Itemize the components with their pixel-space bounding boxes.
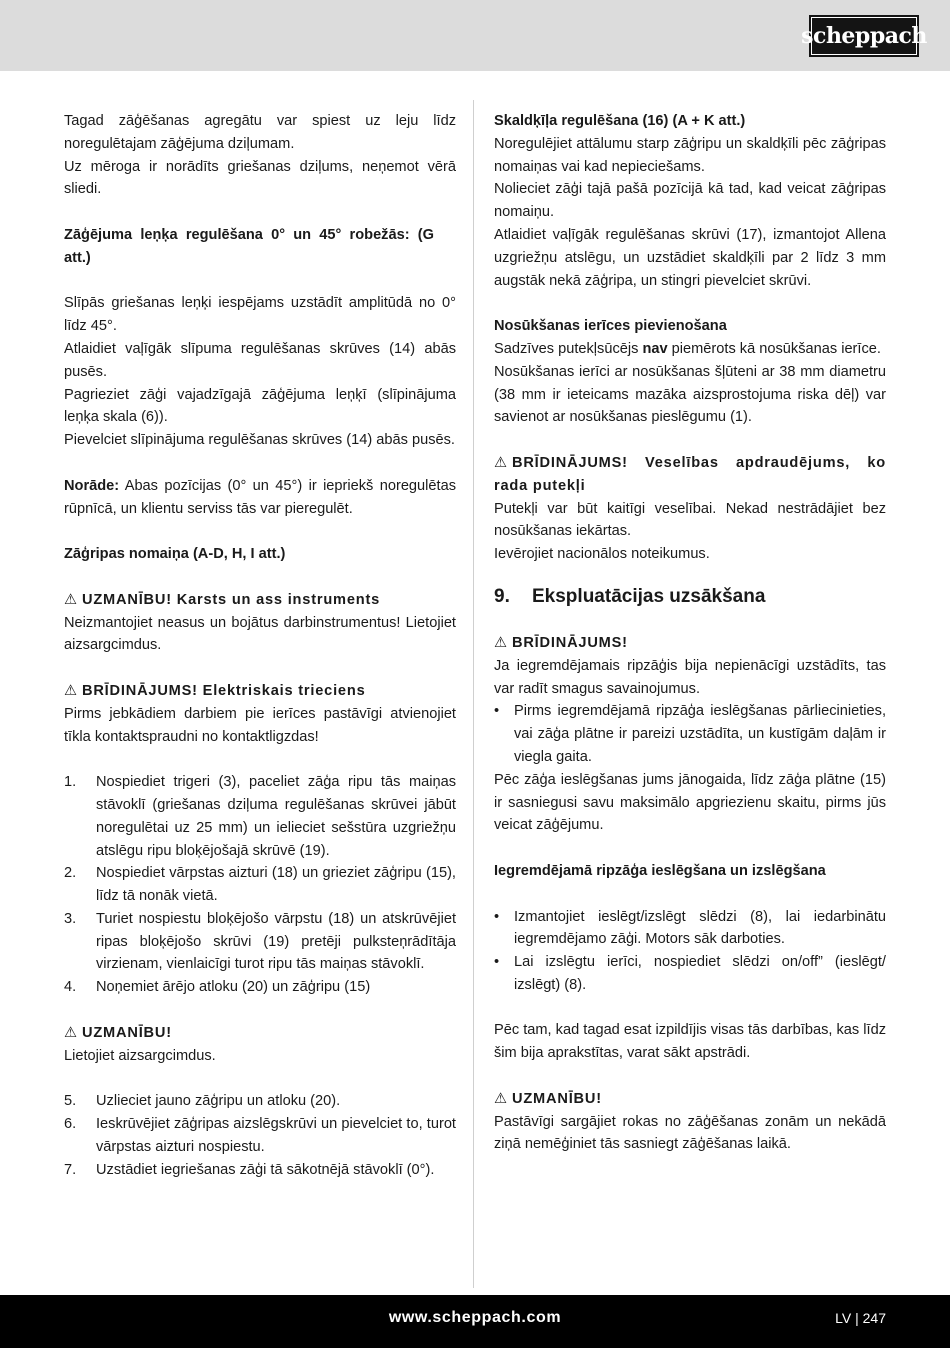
warning-title: ⚠ BRĪDINĀJUMS! Elektriskais trieciens (64, 680, 456, 703)
paragraph: Pagrieziet zāģi vajadzīgajā zāģējuma leņķī (slīpinājuma leņķa skala (6)). (64, 386, 456, 426)
warning-title: ⚠ UZMANĪBU! Karsts un ass instruments (64, 589, 456, 612)
paragraph: Atlaidiet vaļīgāk slīpuma regulēšanas skrūves (14) abās pusēs. (64, 340, 456, 380)
list-item: 3. Turiet nospiestu bloķējošo vārpstu (18) un atskrūvējiet ripas bloķējošo skrūvi (19) pretēji pulksteņrādītāja virzienam, vienlaicīgi turot ripu tās maiņas stāvoklī. (64, 910, 456, 973)
warning-triangle-icon: ⚠ (64, 682, 78, 699)
list-item: 5. Uzlieciet jauno zāģripu un atloku (20). (64, 1093, 341, 1110)
right-column (494, 110, 886, 1156)
list-item: 1. Nospiediet trigeri (3), paceliet zāģa ripu tās maiņas stāvoklī (griešanas dziļuma regulēšanas skrūvei jābūt noregulētai uz 25 mm) un ielieciet sešstūra uzgriežņu atslēgu ripu bloķējošajā skrūvē (19). (64, 774, 456, 859)
list-item: 2. Nospiediet vārpstas aizturi (18) un grieziet zāģripu (15), līdz tā nonāk vietā. (64, 865, 456, 905)
note-text: Abas pozīcijas (0° un 45°) ir iepriekš noregulētas rūpnīcā, un klientu serviss tās var pieregulēt. (64, 477, 456, 517)
list-item: 6. Ieskrūvējiet zāģripas aizslēgskrūvi un pievelciet to, turot vārpstas aizturi nospiestu. (64, 1116, 456, 1155)
footer-bar (0, 1295, 950, 1348)
paragraph: Pievelciet slīpinājuma regulēšanas skrūves (14) abās pusēs. (64, 432, 455, 449)
heading-dust-extraction: Nosūkšanas ierīces pievienošana (494, 318, 727, 335)
left-column (64, 110, 456, 1181)
paragraph: Atlaidiet vaļīgāk regulēšanas skrūvi (17), izmantojot Allena uzgriežņu atslēgu, un uzstādiet skaldķīli par 2 līdz 3 mm augstāk nekā zāģripa, un stingri pievelciet skrūvi. (494, 226, 886, 289)
list-item: 7. Uzstādiet iegriešanas zāģi tā sākotnējā stāvoklī (0°). (64, 1161, 435, 1178)
paragraph: Noregulējiet attālumu starp zāģripu un skaldķīli pēc zāģripas nomaiņas vai kad nepieciešams. (494, 135, 886, 175)
warning-title: ⚠ UZMANĪBU! (494, 1088, 886, 1111)
warning-triangle-icon: ⚠ (494, 1090, 508, 1107)
warning-text: Ievērojiet nacionālos noteikumus. (494, 546, 710, 563)
warning-text: Pastāvīgi sargājiet rokas no zāģēšanas zonām un nekādā ziņā nemēģiniet tās sasniegt zāģēšanas laikā. (494, 1113, 886, 1153)
warning-text: Ja iegremdējamais ripzāģis bija nepienācīgi uzstādīts, tas var radīt smagus savainojumus. (494, 657, 886, 697)
warning-title: ⚠ BRĪDINĀJUMS! Veselības apdraudējums, ko rada putekļi (494, 452, 886, 498)
warning-text: Pirms jebkādiem darbiem pie ierīces pastāvīgi atvienojiet tīkla kontaktspraudni no kontaktligzdas! (64, 705, 456, 745)
warning-triangle-icon: ⚠ (64, 1024, 78, 1041)
list-item: 4. Noņemiet ārējo atloku (20) un zāģripu (15) (64, 979, 371, 996)
footer-url[interactable]: www.scheppach.com (388, 1309, 562, 1326)
paragraph: Slīpās griešanas leņķi iespējams uzstādīt amplitūdā no 0° līdz 45°. (64, 295, 456, 335)
paragraph: Tagad zāģēšanas agregātu var spiest uz leju līdz noregulētajam zāģējuma dziļumam. (64, 113, 456, 152)
heading-switch: Iegremdējamā ripzāģa ieslēgšana un izslēgšana (494, 862, 826, 879)
warning-title: ⚠ BRĪDINĀJUMS! (494, 632, 886, 655)
note-label: Norāde: (64, 477, 120, 494)
paragraph: Uz mēroga ir norādīts griešanas dziļums, neņemot vērā sliedi. (64, 158, 456, 198)
warning-title: ⚠ UZMANĪBU! (64, 1022, 456, 1045)
section-title: 9. Ekspluatācijas uzsākšana (494, 585, 766, 607)
column-divider (473, 100, 474, 1288)
paragraph: Pēc tam, kad tagad esat izpildījis visas tās darbības, kas līdz šim bija aprakstītas, varat sākt apstrādi. (494, 1022, 886, 1062)
paragraph: Nosūkšanas ierīci ar nosūkšanas šļūteni ar 38 mm diametru (38 mm ir ieteicams mazāka aizsprostojuma riska dēļ) var savienot ar nosūkšanas pieslēgumu (1). (494, 363, 886, 426)
warning-triangle-icon: ⚠ (494, 454, 508, 471)
warning-triangle-icon: ⚠ (64, 591, 78, 608)
note (64, 475, 456, 521)
warning-text: Putekļi var būt kaitīgi veselībai. Nekad nestrādājiet bez nosūkšanas iekārtas. (494, 500, 886, 540)
warning-triangle-icon: ⚠ (494, 634, 508, 651)
paragraph: Sadzīves putekļsūcējs nav piemērots kā nosūkšanas ierīce. (494, 340, 881, 357)
scheppach-logo: scheppach (809, 15, 919, 57)
warning-text: Neizmantojiet neasus un bojātus darbinstrumentus! Lietojiet aizsargcimdus. (64, 614, 456, 654)
page-number: LV | 247 (835, 1310, 886, 1326)
list-item: • Pirms iegremdējamā ripzāģa ieslēgšanas pārliecinieties, vai zāģa plātne ir pareizi uzstādīta, un kustīgām daļām ir viegla gaita. (494, 703, 886, 765)
warning-text: Lietojiet aizsargcimdus. (64, 1047, 216, 1064)
heading-blade-change: Zāģripas nomaiņa (A-D, H, I att.) (64, 546, 286, 563)
paragraph: Nolieciet zāģi tajā pašā pozīcijā kā tad, kad veicat zāģripas nomaiņu. (494, 181, 886, 221)
heading-riving-knife: Skaldķīļa regulēšana (16) (A + K att.) (494, 113, 746, 129)
heading-angle: Zāģējuma leņķa regulēšana 0° un 45° robežās: (G att.) (64, 226, 434, 266)
paragraph: Pēc zāģa ieslēgšanas jums jānogaida, līdz zāģa plātne (15) ir sasniegusi savu maksimālo apgriezienu skaitu, pirms jūs veicat zāģējumu. (494, 771, 886, 834)
list-item: • Izmantojiet ieslēgt/izslēgt slēdzi (8), lai iedarbinātu iegremdējamo zāģi. Motors sāk darboties. (494, 908, 886, 948)
list-item: • Lai izslēgtu ierīci, nospiediet slēdzi on/off” (ieslēgt/ izslēgt) (8). (494, 954, 886, 993)
